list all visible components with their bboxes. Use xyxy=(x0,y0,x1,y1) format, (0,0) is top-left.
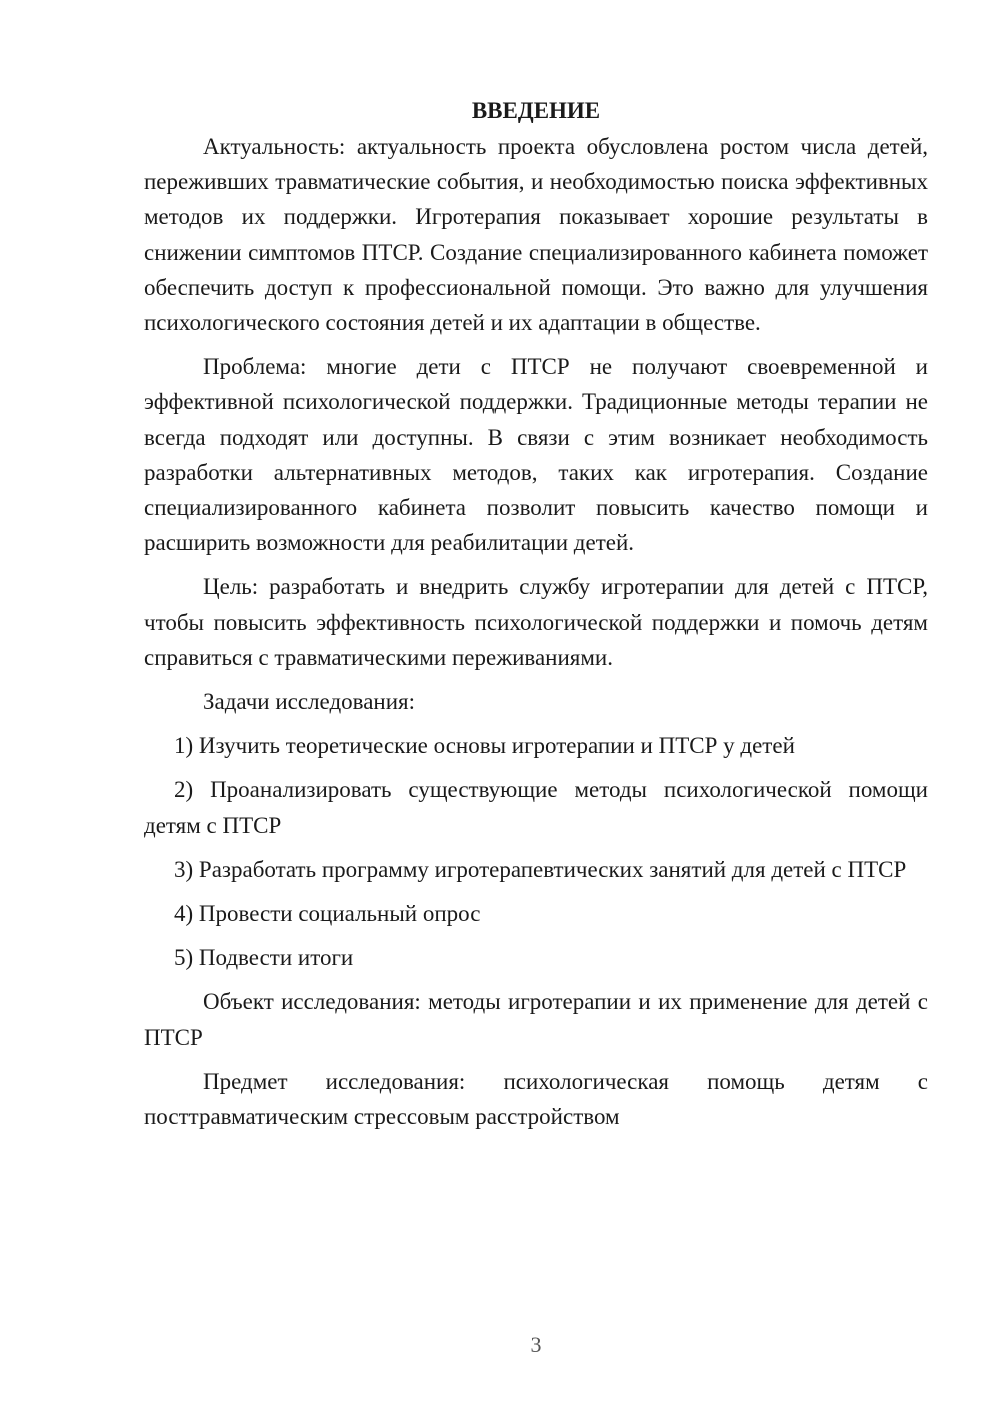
task-item: 3) Разработать программу игротерапевтических занятий для детей с ПТСР xyxy=(174,856,907,882)
tasks-heading: Задачи исследования: xyxy=(203,689,416,715)
task-item: 2) Проанализировать существующие методы психологической помощи детям с ПТСР xyxy=(144,777,928,838)
task-item: 1) Изучить теоретические основы игротерапии и ПТСР у детей xyxy=(174,733,795,759)
problem-paragraph: Проблема: многие дети с ПТСР не получают своевременной и эффективной психологической поддержки. Традиционные методы терапии не всегда подходят или доступны. В связи с этим возникает необходимость разработки альтернативных методов, таких как игротерапия. Создание специализированного кабинета позволит повысить качество помощи и расширить возможности для реабилитации детей. xyxy=(144,354,928,556)
research-subject-paragraph: Предмет исследования: психологическая помощь детям с посттравматическим стрессовым расстройством xyxy=(144,1068,928,1130)
section-title: ВВЕДЕНИЕ xyxy=(471,98,601,123)
goal-paragraph: Цель: разработать и внедрить службу игротерапии для детей с ПТСР, чтобы повысить эффективность психологической поддержки и помочь детям справиться с травматическими переживаниями. xyxy=(144,574,928,670)
page-number: 3 xyxy=(530,1332,542,1357)
relevance-paragraph: Актуальность: актуальность проекта обусловлена ростом числа детей, переживших травматические события, и необходимостью поиска эффективных методов их поддержки. Игротерапия показывает хорошие результаты в снижении симптомов ПТСР. Создание специализированного кабинета поможет обеспечить доступ к профессиональной помощи. Это важно для улучшения психологического состояния детей и их адаптации в обществе. xyxy=(144,134,928,336)
task-item: 4) Провести социальный опрос xyxy=(174,901,481,927)
tasks-list xyxy=(144,728,928,975)
document-body xyxy=(144,93,928,1143)
research-object-paragraph: Объект исследования: методы игротерапии и их применение для детей с ПТСР xyxy=(144,989,928,1050)
task-item: 5) Подвести итоги xyxy=(174,945,354,971)
